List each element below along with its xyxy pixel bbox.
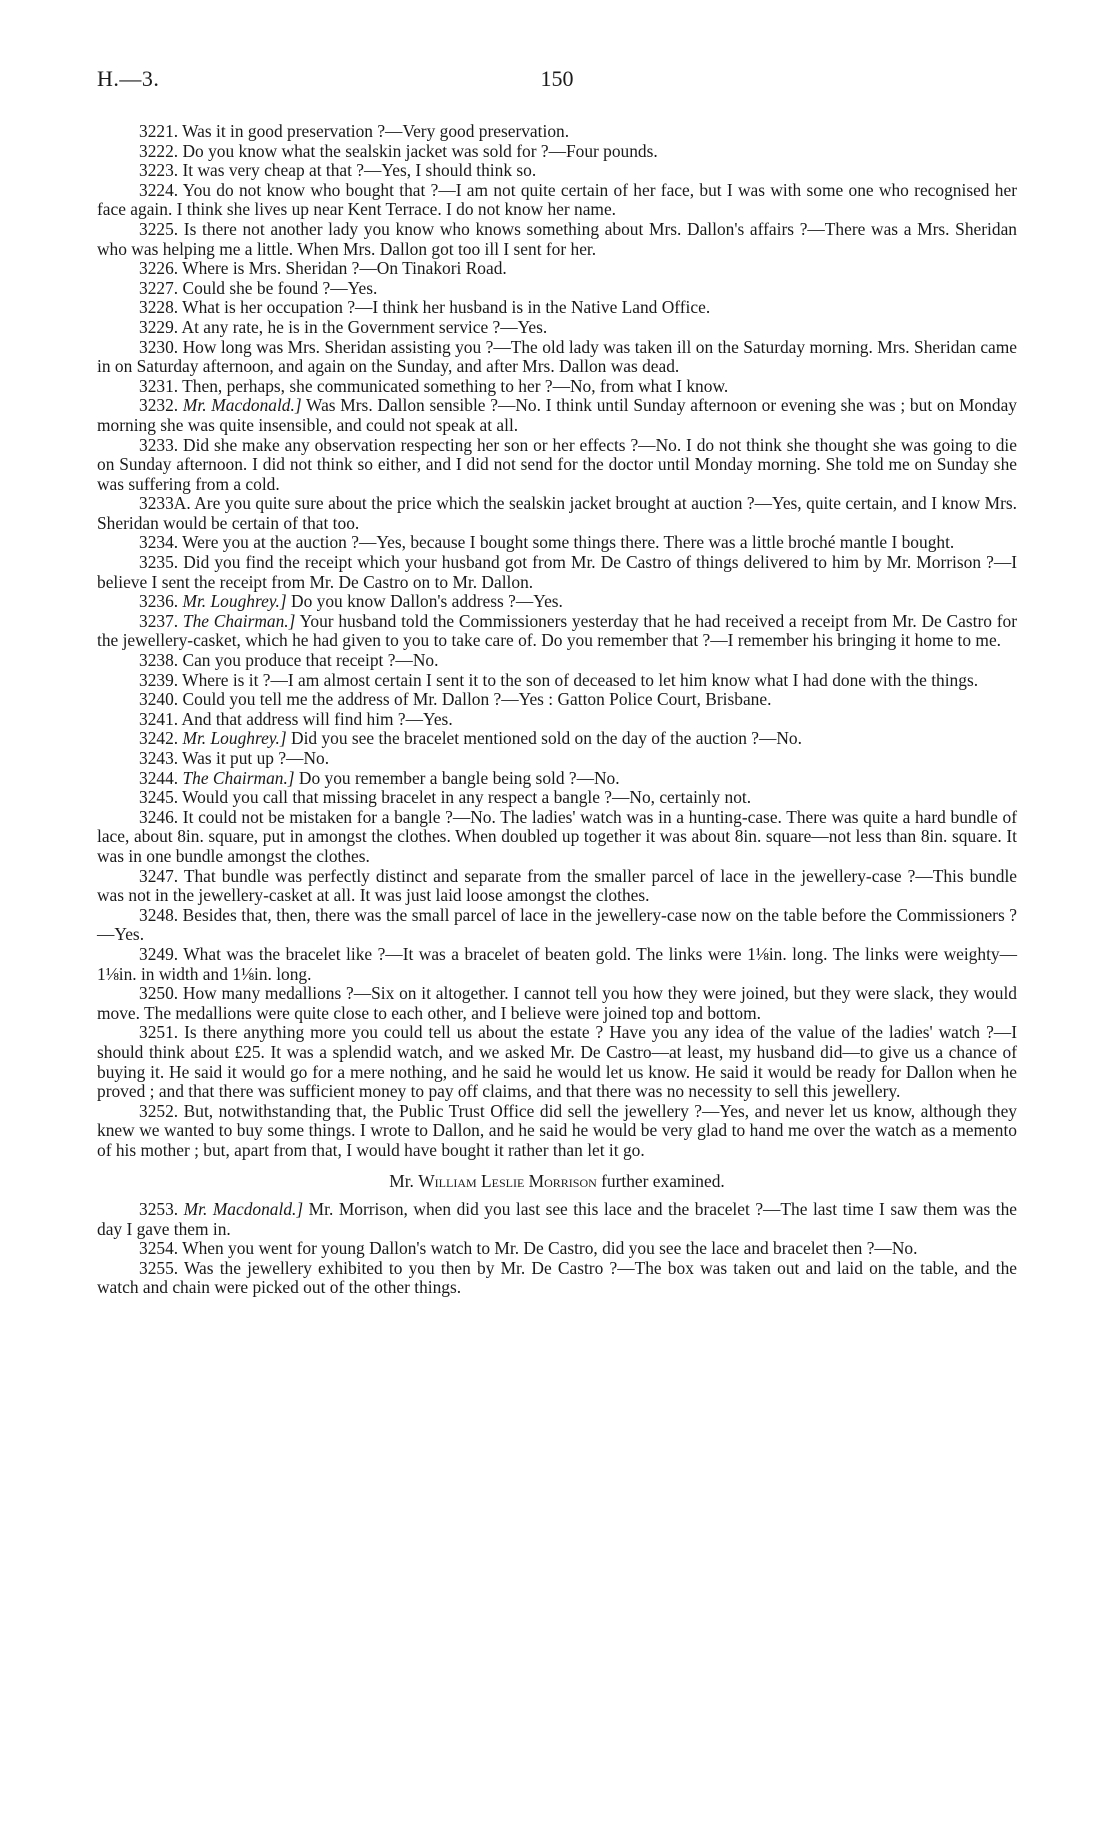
evidence-paragraph (97, 318, 1017, 338)
paragraph-text: 3244. (139, 767, 183, 788)
paragraph-text: 3241. And that address will find him ?—Yes. (139, 708, 453, 729)
evidence-paragraph (97, 867, 1017, 906)
paragraph-text: 3233. Did she make any observation respecting her son or her effects ?—No. I do not think she thought she was going to die on Sunday afternoon. I did not think so either, and I did not send for the doctor until Monday morning. She told me on Sunday she was suffering from a cold. (97, 434, 1017, 494)
evidence-paragraph (97, 161, 1017, 181)
evidence-paragraph (97, 906, 1017, 945)
evidence-paragraph (97, 338, 1017, 377)
evidence-paragraph (97, 181, 1017, 220)
evidence-paragraph (97, 651, 1017, 671)
evidence-paragraph (97, 984, 1017, 1023)
paragraph-text: 3251. Is there anything more you could tell us about the estate ? Have you any idea of the value of the ladies' watch ?—I should think about £25. It was a splendid watch, and we asked Mr. De Castro—at least, my husband did—to give us a chance of buying it. He said it would go for a mere nothing, and he said he would let us know. He said it would be ready for Dallon when he proved ; and that there was sufficient money to pay off claims, and that there was no necessity to sell this jewellery. (97, 1022, 1017, 1102)
speaker-label: Mr. Loughrey.] (182, 591, 287, 612)
evidence-paragraph (97, 1102, 1017, 1161)
paragraph-text: 3226. Where is Mrs. Sheridan ?—On Tinakori Road. (139, 258, 507, 279)
evidence-paragraph (97, 220, 1017, 259)
paragraph-text: 3245. Would you call that missing bracelet in any respect a bangle ?—No, certainly not. (139, 787, 752, 808)
evidence-paragraph (97, 142, 1017, 162)
paragraph-text: 3240. Could you tell me the address of Mr. Dallon ?—Yes : Gatton Police Court, Brisbane. (139, 689, 772, 710)
evidence-paragraphs-after (97, 1200, 1017, 1298)
evidence-paragraph (97, 396, 1017, 435)
evidence-paragraph (97, 612, 1017, 651)
evidence-paragraph (97, 259, 1017, 279)
evidence-paragraph (97, 533, 1017, 553)
speaker-label: The Chairman.] (182, 610, 296, 631)
paragraph-text: 3250. How many medallions ?—Six on it altogether. I cannot tell you how they were joined, but they were slack, they would move. The medallions were quite close to each other, and I believe were joined top and bottom. (97, 983, 1017, 1023)
evidence-paragraph (97, 729, 1017, 749)
paragraph-text: 3253. (139, 1199, 184, 1220)
evidence-paragraph (97, 749, 1017, 769)
paragraph-text: 3232. (139, 395, 183, 416)
speaker-label: Mr. Macdonald.] (183, 1199, 304, 1220)
evidence-paragraph (97, 1023, 1017, 1101)
paragraph-text: 3221. Was it in good preservation ?—Very good preservation. (139, 121, 570, 141)
evidence-paragraph (97, 436, 1017, 495)
evidence-paragraph (97, 592, 1017, 612)
evidence-paragraph (97, 671, 1017, 691)
evidence-paragraph (97, 1259, 1017, 1298)
paragraph-text: 3243. Was it put up ?—No. (139, 748, 330, 768)
paragraph-text: 3224. You do not know who bought that ?—I am not quite certain of her face, but I was with some one who recognised her face again. I think she lives up near Kent Terrace. I do not know her name. (97, 179, 1017, 220)
paragraph-text: 3230. How long was Mrs. Sheridan assisting you ?—The old lady was taken ill on the Saturday morning. Mrs. Sheridan came in on Saturday afternoon, and again on the Sunday, and after Mrs. Dallon was dead. (97, 336, 1017, 377)
paragraph-text: 3227. Could she be found ?—Yes. (139, 277, 378, 298)
heading-suffix: further examined. (596, 1171, 725, 1192)
evidence-paragraph (97, 788, 1017, 808)
document-body (97, 122, 1017, 1298)
evidence-paragraph (97, 298, 1017, 318)
paragraph-text: 3225. Is there not another lady you know who knows something about Mrs. Dallon's affairs ?—There was a Mrs. Sheridan who was helping me a little. When Mrs. Dallon got too ill I sent for her. (97, 218, 1017, 259)
paragraph-text: Do you remember a bangle being sold ?—No. (294, 767, 620, 788)
evidence-paragraph (97, 377, 1017, 397)
evidence-paragraph (97, 494, 1017, 533)
paragraph-text: 3235. Did you find the receipt which your husband got from Mr. De Castro of things delivered to him by Mr. Morrison ?—I believe I sent the receipt from Mr. De Castro on to Mr. Dallon. (97, 552, 1017, 592)
page-number: 150 (540, 66, 574, 91)
paragraph-text: 3236. (139, 591, 183, 612)
paragraph-text: 3239. Where is it ?—I am almost certain I sent it to the son of deceased to let him know what I had done with the things. (139, 669, 979, 690)
paragraph-text: Mr. Morrison, when did you last see this lace and the bracelet ?—The last time I saw them was the day I gave them in. (97, 1199, 1017, 1239)
paragraph-text: 3223. It was very cheap at that ?—Yes, I should think so. (139, 160, 537, 181)
paragraph-text: Your husband told the Commissioners yesterday that he had received a receipt from Mr. De Castro for the jewellery-casket, which he had given to you to take care of. Do you remember that ?—I remember his bringing it home to me. (97, 610, 1018, 651)
paragraph-text: Was Mrs. Dallon sensible ?—No. I think until Sunday afternoon or evening she was ; but on Monday morning she was quite insensible, and could not speak at all. (97, 395, 1017, 435)
paragraph-text: Do you know Dallon's address ?—Yes. (286, 591, 563, 612)
heading-prefix: Mr. (389, 1171, 419, 1192)
paragraph-text: 3238. Can you produce that receipt ?—No. (139, 650, 439, 671)
paragraph-text: 3246. It could not be mistaken for a bangle ?—No. The ladies' watch was in a hunting-case. There was quite a hard bundle of lace, about 8in. square, put in amongst the clothes. When doubled up together it was about 8in. square—not less than 8in. square. It was in one bundle amongst the clothes. (97, 806, 1017, 866)
evidence-paragraph (97, 122, 1017, 142)
paragraph-text: 3228. What is her occupation ?—I think her husband is in the Native Land Office. (139, 297, 711, 318)
paragraph-text: 3229. At any rate, he is in the Government service ?—Yes. (139, 316, 548, 337)
document-reference: H.—3. (97, 66, 160, 91)
paragraph-text: 3242. (139, 728, 183, 749)
evidence-paragraph (97, 1239, 1017, 1259)
evidence-paragraphs (97, 122, 1017, 1160)
section-heading (97, 1172, 1017, 1192)
evidence-paragraph (97, 808, 1017, 867)
witness-name: William Leslie Morrison (418, 1171, 597, 1192)
speaker-label: The Chairman.] (182, 767, 295, 788)
paragraph-text: 3222. Do you know what the sealskin jacket was sold for ?—Four pounds. (139, 140, 658, 161)
paragraph-text: 3247. That bundle was perfectly distinct and separate from the smaller parcel of lace in the jewellery-case ?—This bundle was not in the jewellery-casket at all. It was just laid loose amongst the clothes. (97, 865, 1017, 906)
paragraph-text: 3237. (139, 610, 183, 631)
evidence-paragraph (97, 1200, 1017, 1239)
speaker-label: Mr. Macdonald.] (182, 395, 302, 416)
paragraph-text: 3231. Then, perhaps, she communicated something to her ?—No, from what I know. (139, 375, 729, 396)
paragraph-text: 3233A. Are you quite sure about the price which the sealskin jacket brought at auction ?—Yes, quite certain, and I know Mrs. Sheridan would be certain of that too. (97, 493, 1017, 533)
paragraph-text: 3234. Were you at the auction ?—Yes, because I bought some things there. There was a little broché mantle I bought. (139, 532, 955, 553)
evidence-paragraph (97, 553, 1017, 592)
evidence-paragraph (97, 945, 1017, 984)
paragraph-text: 3249. What was the bracelet like ?—It was a bracelet of beaten gold. The links were 1⅛in. long. The links were weighty—1⅛in. in width and 1⅛in. long. (97, 943, 1017, 984)
evidence-paragraph (97, 769, 1017, 789)
speaker-label: Mr. Loughrey.] (182, 728, 287, 749)
evidence-paragraph (97, 279, 1017, 299)
paragraph-text: 3252. But, notwithstanding that, the Public Trust Office did sell the jewellery ?—Yes, and never let us know, although they knew we wanted to buy some things. I wrote to Dallon, and he said he would be very glad to hand me over the watch as a memento of his mother ; but, apart from that, I would have bought it rather than let it go. (97, 1100, 1017, 1160)
evidence-paragraph (97, 710, 1017, 730)
paragraph-text: 3248. Besides that, then, there was the small parcel of lace in the jewellery-case now on the table before the Commissioners ?—Yes. (97, 904, 1017, 945)
paragraph-text: Did you see the bracelet mentioned sold on the day of the auction ?—No. (286, 728, 802, 749)
paragraph-text: 3254. When you went for young Dallon's watch to Mr. De Castro, did you see the lace and bracelet then ?—No. (139, 1238, 918, 1259)
evidence-paragraph (97, 690, 1017, 710)
paragraph-text: 3255. Was the jewellery exhibited to you then by Mr. De Castro ?—The box was taken out and laid on the table, and the watch and chain were picked out of the other things. (97, 1257, 1017, 1298)
